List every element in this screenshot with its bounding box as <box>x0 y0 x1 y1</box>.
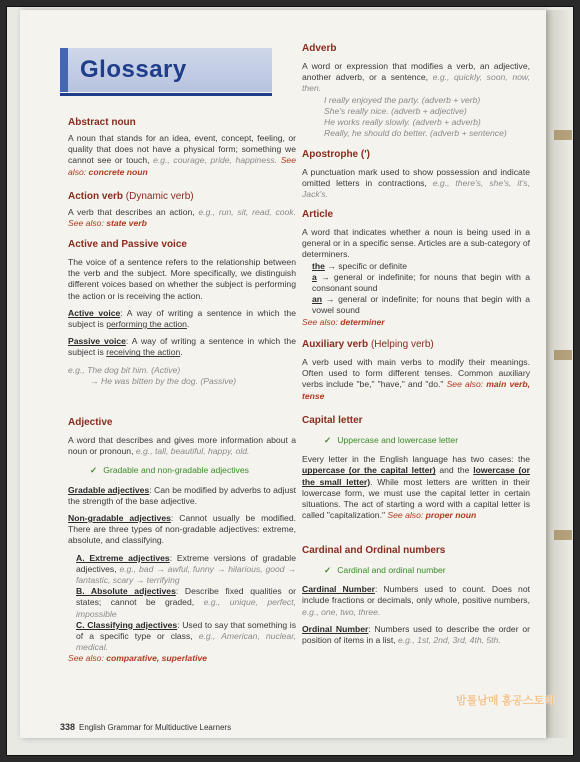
entry-heading: Article <box>302 209 334 220</box>
see-also-label: See also: <box>387 510 424 521</box>
watermark: 밤톨남매 홈공스토리 <box>456 695 555 707</box>
see-also-link: state verb <box>106 218 147 229</box>
term: a <box>312 271 317 282</box>
entry-heading: Adverb <box>302 43 337 54</box>
example: e.g., run, sit, read, cook. <box>198 207 296 217</box>
term: A. Extreme adjectives <box>76 552 170 563</box>
page-footer <box>60 722 231 732</box>
example: e.g., there's, she's, it's, Jack's. <box>302 178 530 200</box>
see-also-link: concrete noun <box>88 166 148 177</box>
term: Cardinal Number <box>302 584 375 595</box>
see-also-label: See also: <box>68 653 104 664</box>
entry-heading: Apostrophe (') <box>302 149 370 160</box>
subtopic: Uppercase and lowercase letter <box>337 435 459 445</box>
example: e.g., The dog bit him. (Active) <box>68 364 181 375</box>
term: an <box>312 294 323 305</box>
entry-heading: Adjective <box>68 417 113 428</box>
subtopic: Gradable and non-gradable adjectives <box>103 465 249 476</box>
entry-definition: A word that describes and gives more information about a noun or pronoun, <box>68 435 296 457</box>
entry-active-passive-voice: Active and Passive voice The voice of a sentence refers to the relationship between the verb and the subject. More specifically, we distinguish different voices based on whether the subject is performing the action or is receiving the action. Active voice: A way of writing a sentence in which the subject is performing the action. Passive voice: A way of writing a sentence in which the subject is receiving the action. e.g., The dog bit him. (Active) → He was bitten by the dog. (Passive) <box>68 239 296 386</box>
term: C. Classifying adjectives <box>76 619 178 630</box>
book-page <box>20 10 546 738</box>
entry-definition: The voice of a sentence refers to the relationship between the verb and the subject. More specifically, we distinguish different voices based on whether the subject is performing the action or is receiving the action. <box>68 257 296 301</box>
entry-heading: Action verb <box>68 191 124 202</box>
see-also-label: See also: <box>446 379 484 390</box>
term: Active voice <box>68 307 121 318</box>
entry-definition: A noun that stands for an idea, event, concept, feeling, or quality that does not have a physical form; something we cannot see or touch, <box>68 133 296 166</box>
title-rule <box>60 93 272 96</box>
entry-heading: Capital letter <box>302 415 363 426</box>
entry-abstract-noun <box>68 116 296 178</box>
example: e.g., quickly, soon, now, then. <box>302 72 531 94</box>
glossary-title-banner <box>60 48 272 92</box>
see-also-link: determiner <box>340 316 385 327</box>
entry-heading: Active and Passive voice <box>68 239 187 250</box>
term: Gradable adjectives <box>68 484 150 495</box>
see-also-label: See also: <box>68 218 104 229</box>
see-also-link: comparative, superlative <box>106 653 208 664</box>
term: Ordinal Number <box>302 623 369 634</box>
see-also-label: See also: <box>302 316 338 327</box>
entry-heading: Cardinal and Ordinal numbers <box>302 545 446 556</box>
see-also-label: See also: <box>68 155 296 177</box>
example: → He was bitten by the dog. (Passive) <box>90 375 237 386</box>
page-number: 338 <box>60 722 76 732</box>
entry-subheading: (Dynamic verb) <box>125 191 194 202</box>
example: e.g., tall, beautiful, happy, old. <box>135 446 250 457</box>
see-also-link: main verb, tense <box>302 379 530 401</box>
subtopic: Cardinal and ordinal number <box>337 565 446 575</box>
term: B. Absolute adjectives <box>76 586 176 597</box>
term: the <box>312 260 325 271</box>
entry-heading: Auxiliary verb <box>302 339 369 350</box>
check-icon: ✓ <box>324 435 332 445</box>
entry-heading: Abstract noun <box>68 117 136 128</box>
entry-auxiliary-verb <box>302 338 530 402</box>
term: Non-gradable adjectives <box>68 513 171 524</box>
term: Passive voice <box>68 336 126 347</box>
entry-subheading: (Helping verb) <box>370 339 434 350</box>
entry-definition: A punctuation mark used to show possession and indicate omitted letters in contractions, <box>302 167 530 189</box>
entry-adjective: Adjective A word that describes and gives more information about a noun or pronoun, e.g., tall, beautiful, happy, old. ✓ Gradable and non-gradable adjectives Gradable adjectives: Can be modified by adverbs to adjust the strength of the base adjective. Non-gradable adjectives: Cannot usually be modified. There are three types of non-gradable adjectives: extreme, absolute, and classifying. A. Extreme adjectives: Extreme versions of gradable adjectives, e.g., bad → awful, funny → hilarious, good → fantastic, scary → terrifying B. Absolute adjectives: Describe fixed qualities or states; cannot be graded, e.g., unique, perfect, impossible C. Classifying adjectives: Used to say that something is of a specific type or class, e.g., American, nuclear, medical. See also: comparative, superlative <box>68 417 297 664</box>
entry-apostrophe <box>302 148 530 201</box>
check-icon: ✓ <box>90 465 98 476</box>
entry-cardinal-ordinal: Cardinal and Ordinal numbers ✓ Cardinal and ordinal number Cardinal Number: Numbers used to count. Does not include fractions or decimals, only whole, positive numbers, e.g., one, two, three. Ordinal Number: Numbers used to describe the order or position of items in a list, e.g., 1st, 2nd, 3rd, 4th, 5th. <box>302 545 530 646</box>
see-also-link: proper noun <box>425 510 477 521</box>
entry-definition: A verb that describes an action, <box>68 207 195 217</box>
check-icon: ✓ <box>324 565 332 575</box>
example: e.g., courage, pride, happiness. <box>153 155 278 166</box>
entry-article: Article A word that indicates whether a noun is being used in a general or in a specific sense. Articles are a sub-category of determiners. the → specific or definite a → general or indefinite; for nouns that begin with a consonant sound an → general or indefinite; for nouns that begin with a vowel sound See also: determiner <box>302 209 530 327</box>
entry-adverb: Adverb A word or expression that modifies a verb, an adjective, another adverb, or a sentence, e.g., quickly, soon, now, then. I really enjoyed the party. (adverb + verb) She's really nice. (adverb + adjective) He works really slowly. (adverb + adverb) Really, he should do better. (adverb + sentence) <box>302 43 531 139</box>
entry-definition: A word that indicates whether a noun is being used in a general or in a specific sense. Articles are a sub-category of determiners. <box>302 227 530 260</box>
entry-capital-letter: Capital letter ✓ Uppercase and lowercase letter Every letter in the English language has two cases: the uppercase (or the capital letter) and the lowercase (or the small letter). While most letters are written in their lowercase form, we must use the capital letter in certain situations. The act of starting a word with a capital letter is called "capitalization." See also: proper noun <box>302 415 531 521</box>
book-title: English Grammar for Multiductive Learners <box>79 723 232 732</box>
entry-definition: A verb used with main verbs to modify their meanings. Often used to form different tenses. Common auxiliary verbs include "be," "have," and "do." <box>302 357 530 390</box>
entry-action-verb <box>68 190 296 229</box>
page-title: Glossary <box>80 56 187 83</box>
entry-definition: A word or expression that modifies a verb, an adjective, another adverb, or a sentence, <box>302 61 530 83</box>
